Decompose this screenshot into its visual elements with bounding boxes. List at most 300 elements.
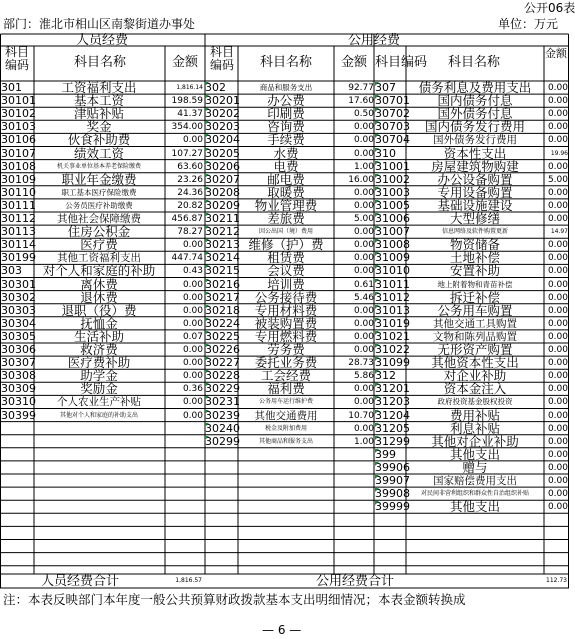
public-capital-row-name: 利息补贴	[449, 420, 500, 436]
public-goods-row-amount: 0.61	[353, 279, 374, 290]
public-capital-row-name: 信息网络及软件购置更新	[441, 228, 508, 236]
public-capital-row-code: 39908	[375, 487, 410, 501]
public-capital-row-amount: 19.96	[550, 149, 568, 157]
public-goods-row-name: 取暖费	[267, 184, 305, 200]
personnel-total-amount: 1,816.57	[175, 577, 202, 584]
cell-marker-icon	[205, 383, 209, 387]
public-goods-row-name: 水费	[273, 145, 299, 161]
public-goods-row-code: 30229	[205, 382, 240, 396]
personnel-total-label: 人员经费合计	[40, 574, 119, 589]
public-goods-row-name: 培训费	[267, 276, 305, 292]
personnel-row-name: 奖金	[86, 119, 112, 135]
public-goods-row-name: 福利费	[267, 381, 305, 397]
public-goods-row-amount: 5.00	[353, 214, 374, 224]
public-goods-row-amount: 0.00	[353, 227, 374, 238]
personnel-row-amount: 456.87	[171, 214, 203, 224]
personnel-row-name: 生活补助	[73, 328, 124, 344]
personnel-row-code: 30108	[1, 159, 36, 173]
public-goods-row-name: 专用材料费	[254, 302, 318, 318]
public-goods-row-name: 会议费	[267, 263, 305, 279]
public-capital-row-code: 39907	[375, 474, 410, 487]
cell-marker-icon	[375, 292, 379, 296]
cell-marker-icon	[375, 200, 379, 204]
public-capital-row-code: 31013	[375, 303, 410, 317]
personnel-row-code: 30305	[1, 329, 36, 343]
public-capital-row-name: 资本性支出	[443, 145, 507, 161]
public-capital-row-name: 土地补偿	[449, 250, 500, 266]
public-goods-row-code: 30213	[205, 238, 240, 252]
personnel-row-name: 住房公积金	[67, 224, 131, 240]
public-capital-row-name: 国内债务付息	[437, 93, 513, 109]
personnel-row-code: 30106	[1, 133, 36, 147]
public-capital-row-code: 31008	[375, 238, 410, 252]
cell-marker-icon	[375, 213, 379, 217]
public-goods-row-code: 302	[205, 81, 226, 94]
cell-marker-icon	[205, 305, 209, 309]
public-goods-row-name: 其他商品和服务支出	[258, 437, 313, 445]
public-capital-row-name: 物资储备	[449, 237, 500, 253]
public-capital-row-amount: 0.00	[547, 96, 568, 107]
cell-marker-icon	[205, 187, 209, 191]
personnel-row-name: 其他工资福利支出	[57, 252, 141, 265]
cell-marker-icon	[375, 436, 379, 440]
personnel-row-amount: 78.27	[177, 227, 203, 238]
public-goods-row-name: 被装购置费	[254, 315, 318, 331]
department-label: 部门：淮北市相山区南黎街道办事处	[3, 17, 196, 31]
public-goods-row-name: 咨询费	[267, 119, 305, 135]
personnel-row-name: 伙食补助费	[67, 132, 131, 148]
cell-marker-icon	[205, 396, 209, 400]
cell-marker-icon	[375, 226, 379, 230]
personnel-row-code: 30306	[1, 343, 36, 356]
public-capital-row-name: 其他对企业补助	[431, 433, 519, 449]
cell-marker-icon	[375, 279, 379, 283]
public-goods-row-amount: 0.50	[353, 109, 374, 120]
personnel-row-amount: 0.00	[182, 135, 203, 146]
public-capital-row-amount: 0.00	[547, 384, 568, 395]
col-header-amount-2: 金额	[340, 55, 367, 70]
personnel-row-name: 其他对个人和家庭的补助支出	[59, 411, 138, 419]
cell-marker-icon	[205, 292, 209, 296]
public-goods-row-code: 30204	[205, 133, 240, 147]
public-goods-row-code: 30231	[205, 395, 240, 409]
public-goods-row-amount: 10.70	[348, 410, 374, 421]
public-goods-row-code: 30227	[205, 356, 240, 370]
public-capital-row-code: 31205	[375, 421, 410, 435]
public-capital-row-code: 31201	[375, 382, 410, 396]
public-capital-row-name: 房屋建筑物购建	[431, 158, 519, 174]
public-goods-row-amount: 92.77	[348, 83, 374, 93]
col-header-name-2: 科目名称	[259, 55, 312, 70]
public-capital-row-amount: 0.00	[547, 436, 568, 447]
personnel-row-amount: 23.26	[177, 174, 203, 185]
cell-marker-icon	[205, 239, 209, 243]
public-capital-row-name: 安置补助	[449, 263, 500, 279]
public-goods-row-name: 租赁费	[267, 250, 305, 266]
public-goods-row-code: 30214	[205, 251, 240, 265]
cell-marker-icon	[375, 121, 379, 125]
personnel-row-amount: 1,816.14	[176, 84, 203, 91]
public-goods-row-code: 30228	[205, 369, 240, 383]
public-capital-row-code: 31003	[375, 185, 410, 199]
public-goods-row-code: 30206	[205, 159, 240, 173]
personnel-row-name: 退职（役）费	[61, 302, 137, 318]
personnel-row-amount: 0.07	[182, 331, 203, 342]
public-capital-row-code: 30701	[375, 94, 410, 108]
cell-marker-icon	[375, 187, 379, 191]
public-capital-row-amount: 0.00	[547, 83, 568, 93]
cell-marker-icon	[375, 396, 379, 400]
public-capital-row-code: 31009	[375, 251, 410, 265]
public-goods-row-code: 30218	[205, 303, 240, 317]
public-goods-row-name: 公务接待费	[254, 289, 318, 305]
public-goods-row-amount: 0.00	[353, 135, 374, 146]
cell-marker-icon	[375, 370, 379, 374]
cell-marker-icon	[205, 410, 209, 414]
cell-marker-icon	[205, 226, 209, 230]
personnel-row-name: 抚恤金	[80, 315, 118, 331]
public-capital-row-name: 政府投资基金股权投资	[437, 397, 513, 407]
public-goods-row-amount: 0.00	[353, 318, 374, 329]
personnel-row-amount: 0.00	[182, 345, 203, 355]
personnel-row-code: 30110	[1, 185, 36, 199]
cell-marker-icon	[205, 423, 209, 427]
public-capital-row-amount: 0.00	[547, 305, 568, 316]
public-goods-row-amount: 0.00	[353, 305, 374, 316]
public-capital-row-amount: 0.00	[547, 423, 568, 434]
public-capital-row-name: 其他支出	[449, 446, 500, 462]
public-goods-row-code: 30240	[205, 421, 240, 435]
public-capital-row-name: 其他交通工具购置	[433, 317, 517, 330]
personnel-row-amount: 0.00	[182, 240, 203, 251]
public-goods-row-amount: 0.00	[353, 253, 374, 264]
cell-marker-icon	[205, 265, 209, 269]
public-goods-row-amount: 0.00	[353, 187, 374, 198]
public-capital-row-amount: 0.00	[547, 371, 568, 382]
personnel-row-amount: 0.00	[182, 305, 203, 316]
public-goods-row-name: 商品和服务支出	[259, 83, 313, 92]
personnel-row-amount: 63.60	[177, 161, 203, 172]
public-goods-row-amount: 0.00	[353, 240, 374, 251]
public-capital-row-amount: 0.00	[547, 489, 568, 500]
personnel-row-amount: 0.00	[182, 279, 203, 290]
public-goods-row-amount: 0.00	[353, 384, 374, 395]
personnel-row-amount: 0.00	[182, 371, 203, 382]
public-capital-row-code: 307	[375, 81, 396, 94]
public-goods-row-code: 30226	[205, 343, 240, 356]
personnel-row-code: 30310	[1, 395, 36, 409]
personnel-row-amount: 354.00	[171, 122, 203, 133]
public-capital-row-code: 31019	[375, 316, 410, 330]
public-capital-row-code: 39906	[375, 460, 410, 474]
public-capital-row-name: 国家赔偿费用支出	[433, 475, 517, 487]
personnel-row-name: 职工基本医疗保险缴费	[61, 187, 137, 197]
public-goods-row-name: 维修（护）费	[248, 237, 324, 253]
public-capital-row-code: 30704	[375, 133, 410, 147]
public-capital-row-amount: 0.00	[547, 161, 568, 172]
cell-marker-icon	[205, 436, 209, 440]
cell-marker-icon	[375, 95, 379, 99]
cell-marker-icon	[205, 82, 209, 86]
personnel-row-code: 30308	[1, 369, 36, 383]
public-capital-row-amount: 0.00	[547, 292, 568, 303]
personnel-row-amount: 0.36	[182, 384, 203, 395]
public-goods-row-code: 30217	[205, 290, 240, 304]
public-goods-row-code: 30212	[205, 225, 240, 239]
personnel-row-code: 30113	[1, 225, 36, 239]
public-capital-row-amount: 0.00	[547, 240, 568, 251]
public-capital-row-code: 31022	[375, 343, 410, 356]
public-goods-row-code: 30202	[205, 107, 240, 121]
public-goods-row-name: 印刷费	[267, 106, 305, 122]
personnel-row-name: 对个人和家庭的补助	[42, 263, 156, 279]
personnel-row-name: 工资福利支出	[61, 80, 137, 95]
public-capital-row-code: 31006	[375, 212, 410, 225]
public-goods-row-name: 委托业务费	[254, 355, 318, 371]
personnel-row-name: 绩效工资	[73, 145, 124, 161]
personnel-row-amount: 0.43	[182, 266, 203, 277]
personnel-row-code: 30307	[1, 356, 36, 370]
public-capital-row-name: 对民间非营利组织和群众性自治组织补贴	[420, 490, 529, 498]
cell-marker-icon	[375, 410, 379, 414]
public-goods-row-amount: 0.00	[353, 266, 374, 277]
personnel-row-code: 30103	[1, 120, 36, 134]
cell-marker-icon	[375, 148, 379, 152]
public-goods-row-name: 税金及附加费用	[264, 424, 307, 432]
cell-marker-icon	[205, 121, 209, 125]
personnel-row-amount: 198.59	[171, 96, 203, 107]
cell-marker-icon	[205, 213, 209, 217]
public-capital-row-amount: 0.00	[547, 200, 568, 211]
col-header-code-3: 科目编码	[375, 55, 428, 70]
personnel-row-amount: 0.00	[182, 318, 203, 329]
personnel-row-name: 津贴补贴	[73, 106, 124, 122]
public-capital-row-amount: 0.00	[547, 502, 568, 513]
cell-marker-icon	[375, 383, 379, 387]
public-total-amount: 112.73	[546, 577, 567, 584]
public-capital-row-code: 31012	[375, 290, 410, 304]
cell-marker-icon	[375, 239, 379, 243]
public-goods-row-name: 公务用车运行维护费	[258, 398, 313, 406]
cell-marker-icon	[205, 318, 209, 322]
public-capital-row-name: 费用补贴	[449, 407, 500, 423]
public-capital-row-name: 国外债务发行费用	[433, 134, 517, 147]
personnel-row-name: 公务员医疗补助缴费	[65, 200, 133, 210]
personnel-row-amount: 107.27	[171, 148, 203, 159]
public-capital-row-amount: 0.00	[547, 266, 568, 277]
cell-marker-icon	[205, 108, 209, 112]
cell-marker-icon	[375, 331, 379, 335]
public-goods-row-amount: 0.00	[353, 331, 374, 342]
public-capital-row-code: 31010	[375, 264, 410, 278]
public-goods-row-amount: 0.00	[353, 122, 374, 133]
public-capital-row-name: 债务利息及费用支出	[418, 80, 532, 95]
cell-marker-icon	[205, 279, 209, 283]
cell-marker-icon	[375, 318, 379, 322]
public-capital-row-name: 拆迁补偿	[449, 289, 500, 305]
public-capital-row-code: 31099	[375, 356, 410, 370]
public-goods-row-code: 30201	[205, 94, 240, 108]
personnel-group-header: 人员经费	[75, 33, 128, 48]
personnel-row-name: 退休费	[80, 289, 118, 305]
public-goods-row-code: 30299	[205, 434, 240, 448]
public-capital-row-code: 30703	[375, 120, 410, 134]
public-goods-row-amount: 0.00	[353, 200, 374, 211]
cell-marker-icon	[375, 449, 379, 453]
public-goods-row-code: 30209	[205, 198, 240, 212]
public-goods-row-code: 30239	[205, 408, 240, 422]
public-capital-row-name: 其他资本性支出	[431, 355, 519, 371]
public-capital-row-name: 公务用车购置	[437, 302, 513, 318]
public-capital-row-code: 399	[375, 447, 396, 461]
public-capital-row-amount: 0.00	[547, 214, 568, 224]
cell-marker-icon	[375, 265, 379, 269]
cell-marker-icon	[375, 475, 379, 479]
personnel-row-code: 30303	[1, 303, 36, 317]
public-goods-row-amount: 28.73	[348, 358, 374, 369]
cell-marker-icon	[375, 344, 379, 348]
public-goods-row-amount: 17.60	[348, 96, 374, 107]
col-header-code-2: 科目编码	[209, 45, 234, 72]
public-capital-row-code: 30702	[375, 107, 410, 121]
personnel-row-code: 30304	[1, 316, 36, 330]
public-goods-row-code: 30215	[205, 264, 240, 278]
public-goods-row-name: 办公费	[267, 93, 305, 109]
form-id: 公开06表	[524, 1, 575, 15]
cell-marker-icon	[375, 488, 379, 492]
public-capital-row-code: 31021	[375, 329, 410, 343]
personnel-row-code: 30114	[1, 238, 36, 252]
personnel-row-name: 医疗费	[80, 237, 118, 253]
cell-marker-icon	[375, 82, 379, 86]
public-capital-row-name: 专用设备购置	[437, 184, 513, 200]
public-goods-row-name: 工会经费	[260, 368, 311, 384]
personnel-row-code: 30302	[1, 290, 36, 304]
public-goods-row-name: 电费	[273, 158, 299, 174]
cell-marker-icon	[205, 357, 209, 361]
cell-marker-icon	[375, 357, 379, 361]
personnel-row-amount: 0.00	[182, 397, 203, 408]
public-total-label: 公用经费合计	[315, 574, 394, 589]
public-goods-row-name: 专用燃料费	[254, 328, 318, 344]
personnel-row-name: 机关事业单位基本养老保险缴费	[56, 162, 141, 170]
cell-marker-icon	[375, 462, 379, 466]
unit-label: 单位：万元	[498, 17, 559, 31]
cell-marker-icon	[205, 161, 209, 165]
public-goods-row-name: 手续费	[267, 132, 305, 148]
cell-marker-icon	[375, 161, 379, 165]
public-capital-row-name: 国外债务付息	[437, 106, 513, 122]
public-capital-row-amount: 0.00	[547, 135, 568, 146]
public-capital-row-amount: 0.00	[547, 476, 568, 486]
cell-marker-icon	[375, 174, 379, 178]
cell-marker-icon	[375, 423, 379, 427]
public-capital-row-amount: 0.00	[547, 397, 568, 408]
public-capital-row-code: 31001	[375, 159, 410, 173]
public-goods-row-amount: 5.46	[353, 292, 374, 303]
public-goods-row-code: 30203	[205, 120, 240, 134]
public-capital-row-amount: 0.00	[547, 122, 568, 133]
public-capital-row-name: 资本金注入	[443, 381, 507, 397]
public-goods-row-name: 因公出国（境）费用	[258, 228, 313, 236]
public-capital-row-code: 31007	[375, 225, 410, 239]
public-capital-row-name: 无形资产购置	[437, 342, 513, 357]
public-capital-row-name: 对企业补助	[443, 368, 507, 384]
personnel-row-name: 医疗费补助	[67, 355, 131, 371]
personnel-row-code: 301	[1, 81, 22, 94]
public-capital-row-name: 大型修缮	[449, 211, 500, 226]
personnel-row-code: 30112	[1, 212, 36, 225]
public-goods-row-code: 30208	[205, 185, 240, 199]
public-goods-row-amount: 0.00	[353, 345, 374, 355]
personnel-row-name: 奖励金	[80, 381, 118, 397]
public-goods-row-amount: 1.00	[353, 436, 374, 447]
public-goods-row-amount: 0.00	[353, 148, 374, 159]
col-header-amount-3: 金额	[545, 47, 567, 60]
public-capital-row-code: 31203	[375, 395, 410, 409]
public-capital-row-amount: 0.00	[547, 318, 568, 329]
public-capital-row-amount: 0.00	[547, 331, 568, 342]
public-capital-row-name: 国内债务发行费用	[424, 119, 525, 135]
public-goods-row-name: 邮电费	[267, 171, 305, 187]
public-capital-row-name: 办公设备购置	[437, 171, 513, 187]
personnel-row-amount: 20.82	[177, 200, 203, 211]
public-goods-row-name: 劳务费	[267, 342, 305, 357]
personnel-row-code: 303	[1, 264, 22, 278]
public-goods-row-name: 物业管理费	[254, 197, 318, 213]
personnel-row-name: 救济费	[80, 342, 118, 357]
personnel-row-code: 30111	[1, 198, 36, 212]
personnel-row-amount: 0.00	[182, 410, 203, 421]
public-capital-row-amount: 0.00	[547, 345, 568, 355]
public-capital-row-amount: 14.97	[550, 228, 568, 236]
public-goods-row-amount: 0.00	[353, 423, 374, 434]
public-capital-row-code: 312	[375, 369, 396, 383]
col-header-amount-1: 金额	[171, 55, 198, 70]
public-capital-row-amount: 0.00	[547, 187, 568, 198]
col-header-name-3: 科目名称	[447, 55, 500, 70]
cell-marker-icon	[205, 331, 209, 335]
public-capital-row-code: 39999	[375, 500, 410, 514]
public-goods-row-name: 差旅费	[267, 211, 305, 226]
cell-marker-icon	[375, 305, 379, 309]
personnel-row-amount: 0.00	[182, 358, 203, 369]
public-capital-row-amount: 0.00	[547, 279, 568, 290]
public-goods-row-code: 30225	[205, 329, 240, 343]
public-capital-row-name: 地上附着物和青苗补偿	[437, 279, 513, 289]
personnel-row-code: 30109	[1, 172, 36, 186]
public-capital-row-amount: 0.00	[547, 449, 568, 460]
public-capital-row-code: 31005	[375, 198, 410, 212]
personnel-row-code: 30399	[1, 408, 36, 422]
public-capital-row-code: 31299	[375, 434, 410, 448]
public-capital-row-code: 310	[375, 146, 396, 160]
personnel-row-amount: 24.36	[177, 187, 203, 198]
cell-marker-icon	[205, 252, 209, 256]
personnel-row-name: 个人农业生产补贴	[57, 396, 141, 409]
cell-marker-icon	[205, 370, 209, 374]
personnel-row-code: 30107	[1, 146, 36, 160]
public-capital-row-amount: 0.00	[547, 109, 568, 120]
personnel-row-code: 30102	[1, 107, 36, 121]
public-goods-row-name: 其他交通费用	[254, 409, 318, 422]
personnel-row-amount: 0.00	[182, 292, 203, 303]
public-goods-row-code: 30211	[205, 212, 240, 225]
cell-marker-icon	[375, 134, 379, 138]
personnel-row-name: 离休费	[80, 276, 118, 292]
cell-marker-icon	[375, 501, 379, 505]
cell-marker-icon	[205, 134, 209, 138]
